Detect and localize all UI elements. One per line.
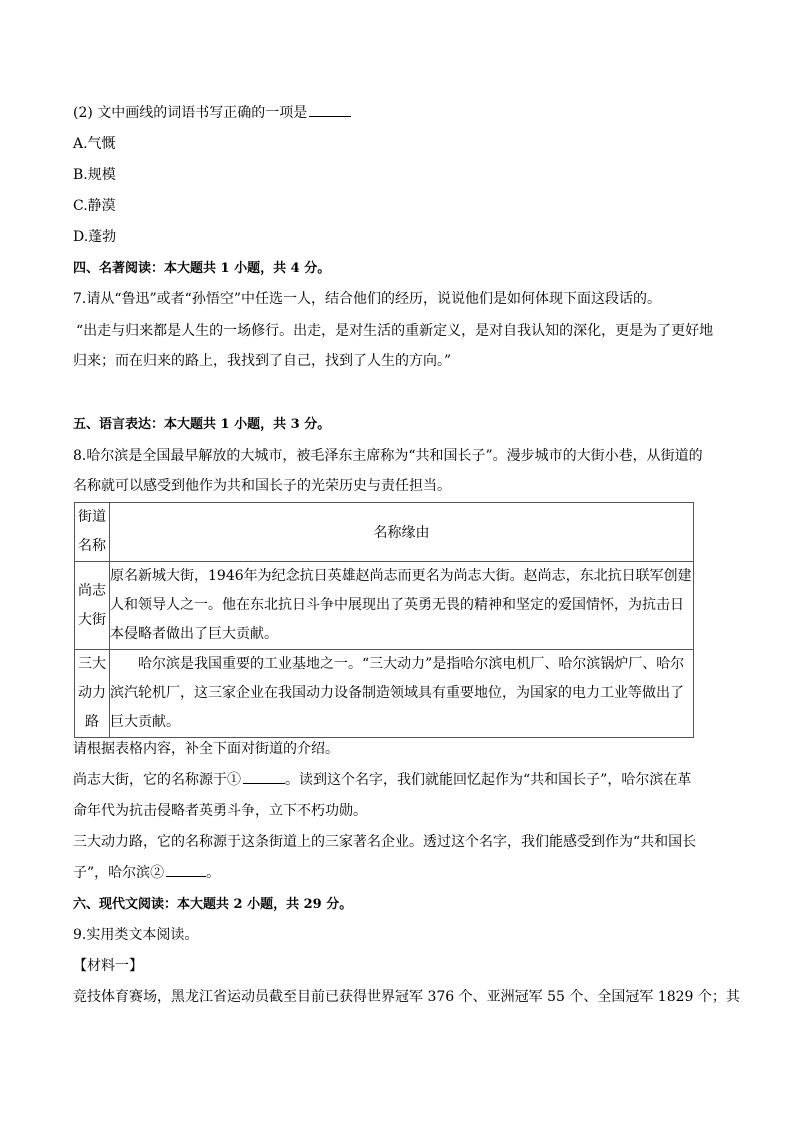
- street-name-cell: 尚志大街: [75, 562, 110, 650]
- answer-blank-1: [243, 771, 285, 784]
- section-4-heading: 四、名著阅读：本大题共 1 小题，共 4 分。: [73, 261, 331, 276]
- fill-instruction: 请根据表格内容，补全下面对街道的介绍。: [73, 741, 339, 757]
- header-street-name: 街道名称: [75, 503, 110, 562]
- answer-blank-2: [166, 864, 206, 877]
- fill-2-line-1: 三大动力路，它的名称源于这条街道上的三家著名企业。透过这个名字，我们能感受到作为“共和国长: [73, 834, 697, 850]
- option-c: C.静漠: [73, 198, 116, 214]
- fill-1-line-1: [73, 771, 723, 789]
- question-7: 7.请从“鲁迅”或者“孙悟空”中任选一人，结合他们的经历，说说他们是如何体现下面这段话的。: [73, 291, 661, 307]
- material-1-label: 【材料一】: [73, 958, 143, 974]
- material-1-text: 竞技体育赛场，黑龙江省运动员截至目前已获得世界冠军 376 个、亚洲冠军 55 个、全国冠军 1829 个；其: [73, 989, 740, 1005]
- question-6-2: [73, 104, 723, 122]
- header-name-origin: 名称缘由: [110, 503, 694, 562]
- fill-2-text-b: 。: [206, 865, 221, 881]
- fill-1-text-a: 尚志大街，它的名称源于①: [73, 772, 241, 788]
- street-origin-cell: [110, 650, 694, 738]
- option-a: A.气慨: [73, 136, 116, 152]
- table-row: [75, 650, 694, 738]
- street-origin-cell: 原名新城大街，1946年为纪念抗日英雄赵尚志而更名为尚志大街。赵尚志，东北抗日联军创建人和领导人之一。他在东北抗日斗争中展现出了英勇无畏的精神和坚定的爱国情怀，为抗击日本侵略者做出了巨大贡献。: [110, 562, 694, 650]
- fill-1-text-b: 。读到这个名字，我们就能回忆起作为“共和国长子”，哈尔滨在革: [285, 772, 692, 788]
- table-header-row: [75, 503, 694, 562]
- question-8-line-1: 8.哈尔滨是全国最早解放的大城市，被毛泽东主席称为“共和国长子”。漫步城市的大街小巷，从街道的: [73, 448, 703, 464]
- question-9: 9.实用类文本阅读。: [73, 927, 199, 943]
- street-name-cell: 三大动力路: [75, 650, 110, 738]
- street-name-table: [74, 502, 694, 738]
- street-origin-text: 哈尔滨是我国重要的工业基地之一。“三大动力”是指哈尔滨电机厂、哈尔滨锅炉厂、哈尔滨汽轮机厂，这三家企业在我国动力设备制造领域具有重要地位，为国家的电力工业等做出了巨大贡献。: [110, 656, 685, 730]
- question-6-2-prompt: (2) 文中画线的词语书写正确的一项是: [73, 105, 308, 121]
- answer-blank: [309, 104, 351, 117]
- section-5-heading: 五、语言表达：本大题共 1 小题，共 3 分。: [73, 417, 331, 432]
- question-8-line-2: 名称就可以感受到他作为共和国长子的光荣历史与责任担当。: [73, 478, 451, 494]
- section-6-heading: 六、现代文阅读：本大题共 2 小题，共 29 分。: [73, 897, 353, 912]
- option-b: B.规模: [73, 167, 116, 183]
- option-d: D.蓬勃: [73, 229, 117, 245]
- fill-1-line-2: 命年代为抗击侵略者英勇斗争，立下不朽功勋。: [73, 803, 367, 819]
- quote-line-1: “出走与归来都是人生的一场修行。出走，是对生活的重新定义，是对自我认知的深化，更是为了更好地: [76, 323, 714, 339]
- quote-line-2: 归来；而在归来的路上，我找到了自己，找到了人生的方向。”: [73, 353, 452, 369]
- fill-2-line-2: [73, 864, 723, 882]
- table-row: [75, 562, 694, 650]
- fill-2-text-a: 子”，哈尔滨②: [73, 865, 165, 881]
